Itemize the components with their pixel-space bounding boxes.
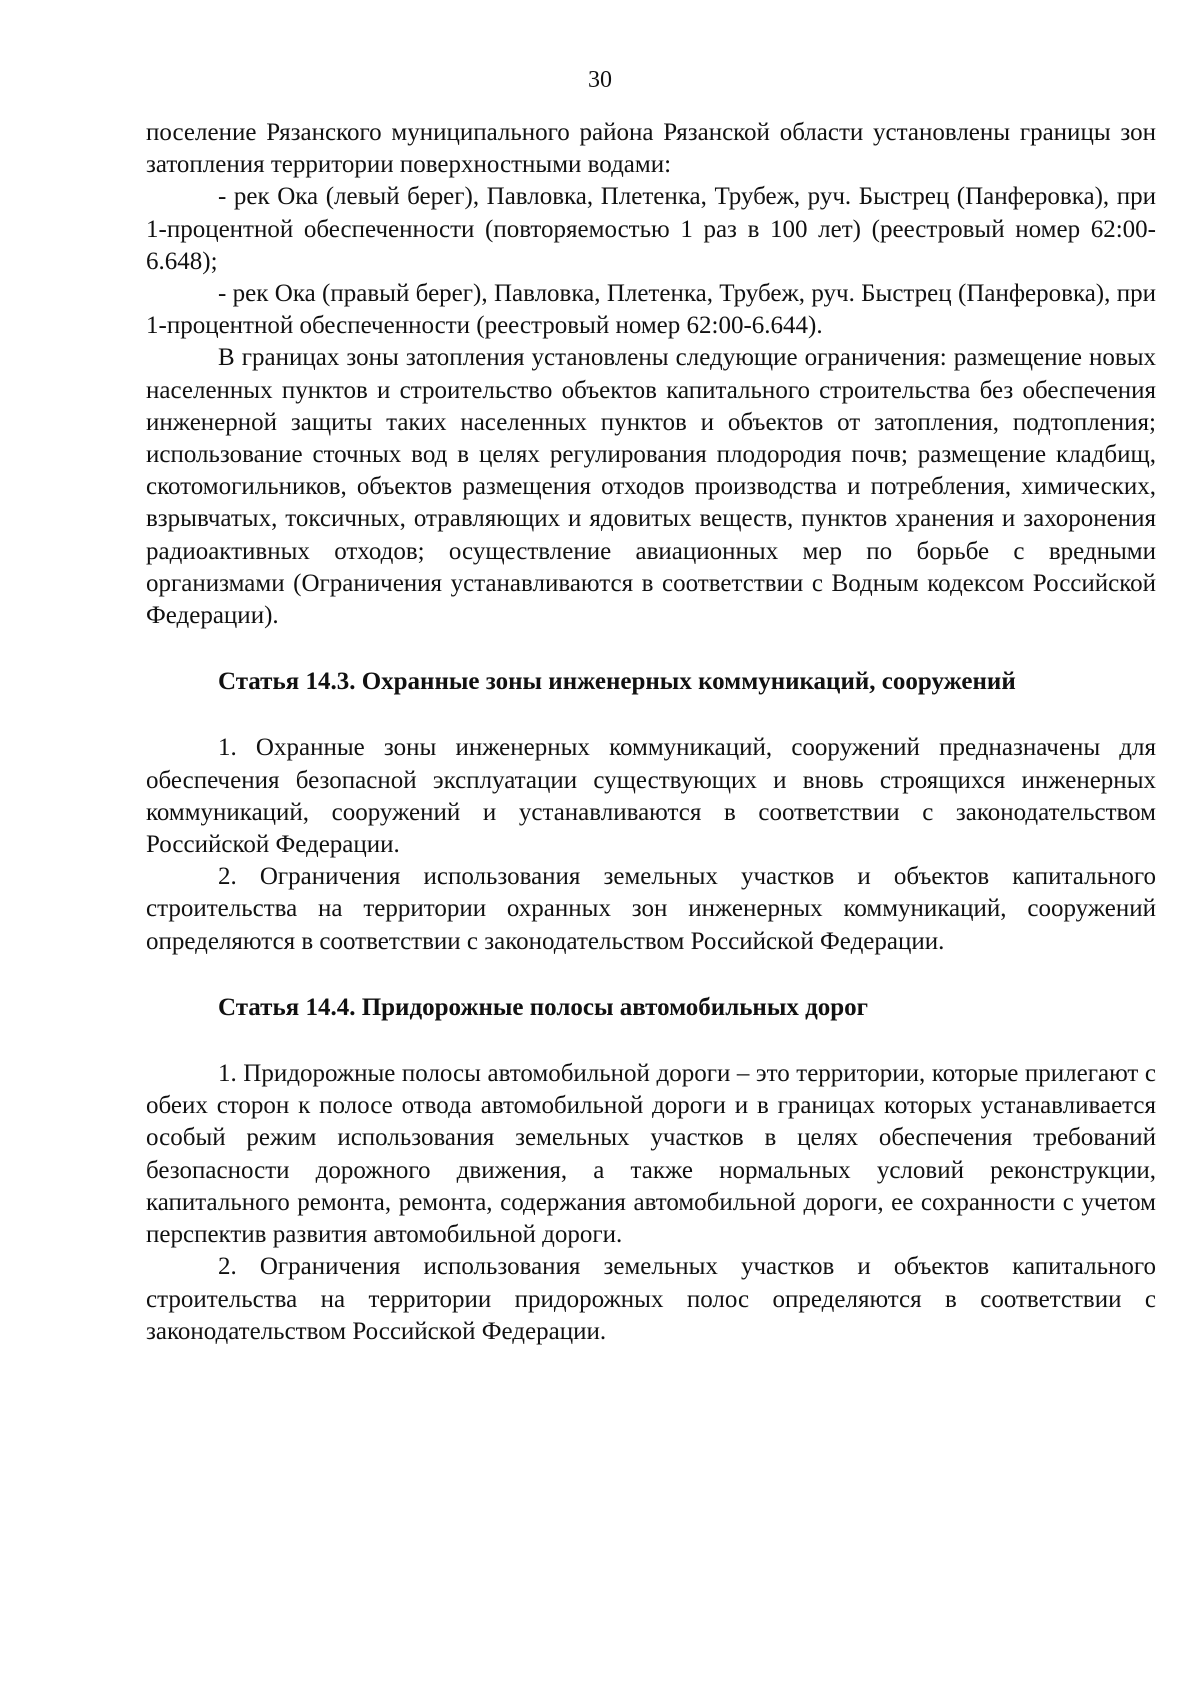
spacer — [146, 1024, 1156, 1058]
spacer — [146, 632, 1156, 666]
article-14-4-paragraph-2: 2. Ограничения использования земельных участков и объектов капитального строительства на территории придорожных полос определяются в соответствии с законодательством Российской Федерации. — [146, 1253, 1156, 1345]
paragraph-settlement-boundaries: поселение Рязанского муниципального района Рязанской области установлены границы зон затопления территории поверхностными водами: — [146, 119, 1156, 179]
page-number: 30 — [588, 67, 612, 93]
paragraph-right-bank-rivers: - рек Ока (правый берег), Павловка, Плетенка, Трубеж, руч. Быстрец (Панферовка), при 1-процентной обеспеченности (реестровый номер 62:00-6.644). — [146, 280, 1156, 340]
article-14-3-paragraph-2: 2. Ограничения использования земельных участков и объектов капитального строительства на территории охранных зон инженерных коммуникаций, сооружений определяются в соответствии с законодательством Российской Федерации. — [146, 863, 1156, 955]
spacer — [146, 698, 1156, 732]
article-14-4-paragraph-1: 1. Придорожные полосы автомобильной дороги – это территории, которые прилегают с обеих сторон к полосе отвода автомобильной дороги и в границах которых устанавливается особый режим использования земельных участков в целях обеспечения требований безопасности дорожного движения, а также нормальных условий реконструкции, капитального ремонта, ремонта, содержания автомобильной дороги, ее сохранности с учетом перспектив развития автомобильной дороги. — [146, 1060, 1156, 1249]
document-body — [146, 117, 1156, 1348]
spacer — [146, 958, 1156, 992]
paragraph-left-bank-rivers: - рек Ока (левый берег), Павловка, Плетенка, Трубеж, руч. Быстрец (Панферовка), при 1-процентной обеспеченности (повторяемостью 1 раз в 100 лет) (реестровый номер 62:00-6.648); — [146, 183, 1156, 275]
paragraph-flood-zone-restrictions: В границах зоны затопления установлены следующие ограничения: размещение новых населенных пунктов и строительство объектов капитального строительства без обеспечения инженерной защиты таких населенных пунктов и объектов от затопления, подтопления; использование сточных вод в целях регулирования плодородия почв; размещение кладбищ, скотомогильников, объектов размещения отходов производства и потребления, химических, взрывчатых, токсичных, отравляющих и ядовитых веществ, пунктов хранения и захоронения радиоактивных отходов; осуществление авиационных мер по борьбе с вредными организмами (Ограничения устанавливаются в соответствии с Водным кодексом Российской Федерации). — [146, 344, 1156, 630]
article-14-3-paragraph-1: 1. Охранные зоны инженерных коммуникаций, сооружений предназначены для обеспечения безопасной эксплуатации существующих и вновь строящихся инженерных коммуникаций, сооружений и устанавливаются в соответствии с законодательством Российской Федерации. — [146, 734, 1156, 859]
article-14-4-heading: Статья 14.4. Придорожные полосы автомобильных дорог — [218, 993, 869, 1021]
article-14-3-heading: Статья 14.3. Охранные зоны инженерных коммуникаций, сооружений — [218, 668, 1016, 696]
